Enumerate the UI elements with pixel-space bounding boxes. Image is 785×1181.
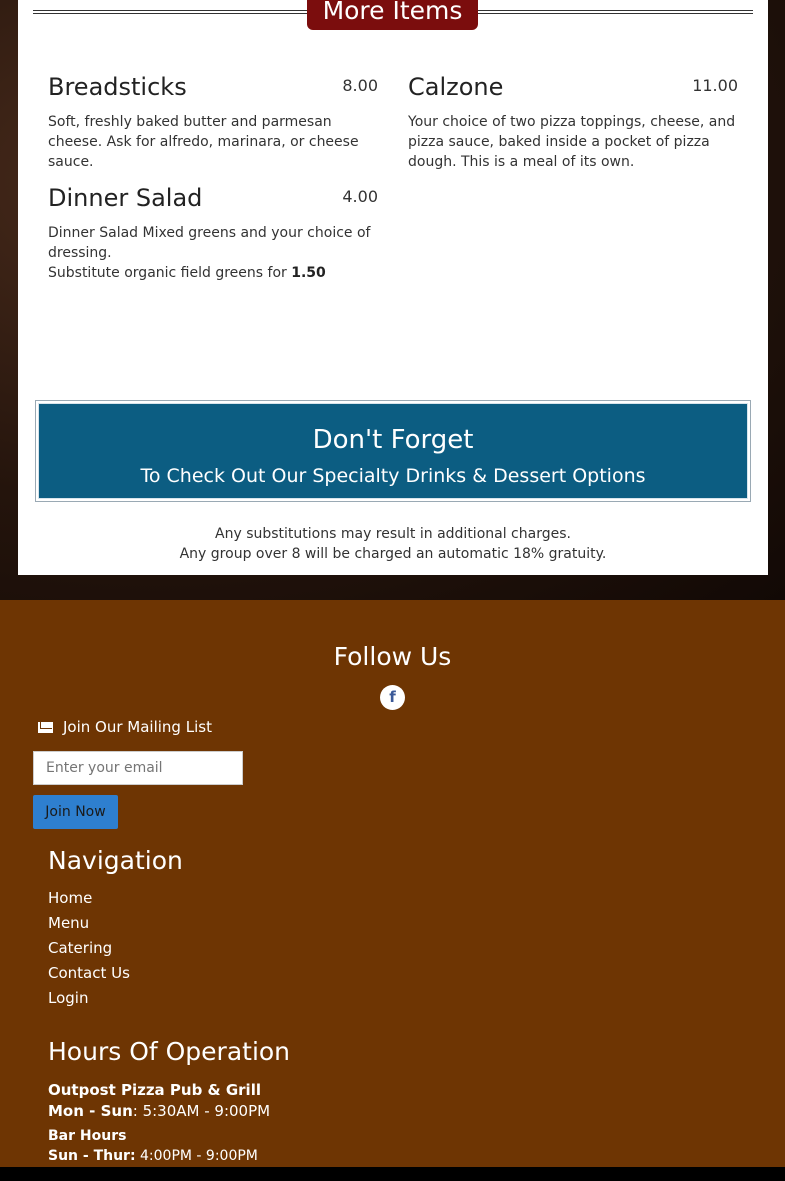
nav-link-contact[interactable]: Contact Us xyxy=(48,964,130,982)
mailing-list-label xyxy=(38,718,212,736)
bottom-bar xyxy=(0,1167,785,1181)
email-input[interactable] xyxy=(33,751,243,785)
item-name: Breadsticks xyxy=(48,73,187,101)
menu-item-calzone xyxy=(408,72,738,172)
substitute-price: 1.50 xyxy=(291,265,326,281)
follow-us-title: Follow Us xyxy=(333,642,452,671)
menu-card xyxy=(18,0,768,575)
menu-notes xyxy=(18,524,768,564)
item-substitute xyxy=(48,263,378,283)
promo-inner xyxy=(38,403,748,499)
note-gratuity: Any group over 8 will be charged an automatic 18% gratuity. xyxy=(179,546,607,562)
promo-title: Don't Forget xyxy=(312,425,474,455)
menu-item-dinner-salad xyxy=(48,183,378,283)
site-footer xyxy=(0,600,785,1167)
nav-link-login[interactable]: Login xyxy=(48,989,89,1007)
bar-hours-time: 4:00PM - 9:00PM xyxy=(135,1148,258,1164)
nav-link-catering[interactable]: Catering xyxy=(48,939,113,957)
promo-subtitle: To Check Out Our Specialty Drinks & Dessert Options xyxy=(140,465,646,487)
join-now-button[interactable]: Join Now xyxy=(33,795,118,829)
nav-link-home[interactable]: Home xyxy=(48,889,93,907)
item-name: Calzone xyxy=(408,73,504,101)
hours-block xyxy=(48,1080,270,1166)
item-price: 11.00 xyxy=(692,76,738,95)
navigation-title: Navigation xyxy=(48,846,183,875)
business-name: Outpost Pizza Pub & Grill xyxy=(48,1081,261,1099)
mailing-list-text: Join Our Mailing List xyxy=(63,718,212,736)
hours-days: Mon - Sun xyxy=(48,1102,133,1120)
bar-hours-title: Bar Hours xyxy=(48,1128,127,1144)
hours-title: Hours Of Operation xyxy=(48,1037,291,1066)
item-description-text: Dinner Salad Mixed greens and your choice of dressing. xyxy=(48,225,371,261)
item-price: 4.00 xyxy=(342,187,378,206)
note-substitutions: Any substitutions may result in additional charges. xyxy=(215,526,571,542)
menu-item-breadsticks xyxy=(48,72,378,172)
item-name: Dinner Salad xyxy=(48,184,203,212)
specialty-promo-banner[interactable] xyxy=(35,400,751,502)
item-description: Your choice of two pizza toppings, cheese, and pizza sauce, baked inside a pocket of pizza dough. This is a meal of its own. xyxy=(408,114,736,170)
footer-nav xyxy=(48,886,130,1011)
item-price: 8.00 xyxy=(342,76,378,95)
item-description xyxy=(48,223,378,283)
item-description: Soft, freshly baked butter and parmesan cheese. Ask for alfredo, marinara, or cheese sauce. xyxy=(48,114,359,170)
nav-link-menu[interactable]: Menu xyxy=(48,914,90,932)
facebook-icon[interactable]: f xyxy=(380,685,405,710)
section-title: More Items xyxy=(307,0,478,30)
bar-hours-days: Sun - Thur: xyxy=(48,1148,136,1164)
envelope-icon xyxy=(38,722,53,733)
substitute-text: Substitute organic field greens for xyxy=(48,265,292,281)
hours-time: : 5:30AM - 9:00PM xyxy=(132,1102,271,1120)
